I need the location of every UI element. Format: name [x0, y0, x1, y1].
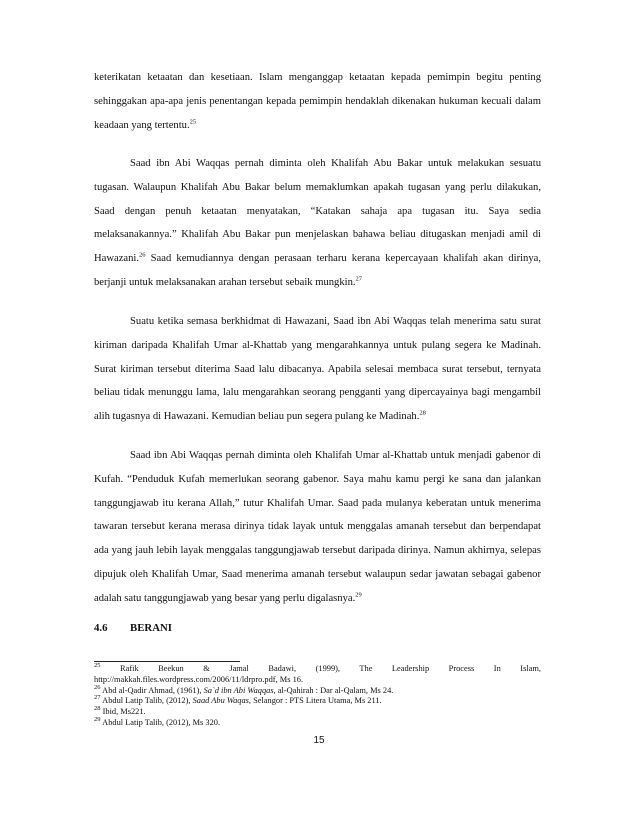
footnote-ref-26: 26 — [139, 251, 146, 259]
footnote-separator — [94, 661, 240, 662]
footnote-ref-25: 25 — [189, 118, 197, 126]
footnote-27 — [94, 696, 541, 707]
paragraph-1-text: keterikatan ketaatan dan kesetiaan. Islam menganggap ketaatan kepada pemimpin begitu penting sehinggakan apa-apa jenis penentangan kepada pemimpin hendaklah dikenakan hukuman kecuali dalam keadaan yang tertentu. — [94, 72, 541, 131]
footnote-ref-27: 27 — [355, 275, 363, 283]
footnote-26 — [94, 683, 541, 697]
paragraph-2 — [94, 152, 541, 295]
paragraph-2-text-a: Saad ibn Abi Waqqas pernah diminta oleh Khalifah Abu Bakar untuk melakukan sesuatu tugasan. Walaupun Khalifah Abu Bakar belum memaklumkan apakah tugasan yang perlu dilakukan, Saad dengan penuh ketaatan menyatakan, “Katakan sahaja apa tugasan itu. Saya sedia melaksanakannya.” Khalifah Abu Bakar pun menjelaskan bahawa beliau ditugaskan menjadi amil di Hawazani. — [94, 158, 541, 265]
footnote-28-text: Ibid, Ms221. — [102, 707, 146, 717]
footnote-ref-28: 28 — [419, 409, 426, 417]
section-heading — [94, 622, 172, 634]
footnote-25 — [94, 664, 541, 675]
footnote-number-25: 25 — [94, 662, 101, 670]
paragraph-3 — [94, 310, 541, 429]
section-number: 4.6 — [94, 622, 108, 634]
footnote-27-author: Abdul Latip Talib, (2012), — [102, 696, 193, 706]
footnote-27-title: Saad Abu Waqas — [192, 696, 249, 706]
footnote-ref-29: 29 — [355, 591, 362, 599]
paragraph-4-text: Saad ibn Abi Waqqas pernah diminta oleh Khalifah Umar al-Khattab untuk menjadi gabenor di Kufah. “Penduduk Kufah memerlukan seorang gabenor. Saya mahu kamu pergi ke sana dan jalankan tanggungjawab itu kerana Allah,” tutur Khalifah Umar. Saad pada mulanya keberatan untuk menerima tawaran tersebut kerana merasa dirinya tidak layak untuk menggalas amanah tersebut dan berpendapat ada yang jauh lebih layak menggalas tanggungjawab tersebut daripada dirinya. Namun akhirnya, selepas dipujuk oleh Khalifah Umar, Saad menerima amanah tersebut walaupun sedar jawatan sebagai gabenor adalah satu tanggungjawab yang besar yang perlu digalasnya. — [94, 450, 541, 604]
footnote-25-line1: Rafik Beekun & Jamal Badawi, (1999), The Leadership Process In Islam, — [120, 664, 541, 673]
footnote-29 — [94, 718, 541, 729]
footnote-29-text: Abdul Latip Talib, (2012), Ms 320. — [102, 717, 221, 727]
footnote-28 — [94, 707, 541, 718]
section-title: BERANI — [130, 622, 172, 634]
footnote-26-publisher: , al-Qahirah : Dar al-Qalam, Ms 24. — [273, 685, 394, 695]
footnote-26-author: Abd al-Qadir Ahmad, (1961), — [102, 685, 204, 695]
paragraph-4 — [94, 444, 541, 611]
footnote-number-29: 29 — [94, 716, 101, 724]
paragraph-1 — [94, 66, 541, 137]
footnote-25-url: http://makkah.files.wordpress.com/2006/11/ldrpro.pdf, Ms 16. — [94, 674, 304, 684]
footnote-26-title: Sa`d ibn Abi Waqqas — [203, 685, 274, 695]
footnotes — [94, 664, 541, 729]
paragraph-3-text: Suatu ketika semasa berkhidmat di Hawazani, Saad ibn Abi Waqqas telah menerima satu surat kiriman daripada Khalifah Umar al-Khattab yang mengarahkannya untuk pulang segera ke Madinah. Surat kiriman tersebut diterima Saad lalu dibacanya. Apabila selesai membaca surat tersebut, ternyata beliau tidak menunggu lama, lalu mengarahkan seorang pengganti yang dipercayainya bagi mengambil alih tugasnya di Hawazani. Kemudian beliau pun segera pulang ke Madinah. — [94, 316, 541, 423]
paragraph-2-text-b: Saad kemudiannya dengan perasaan terharu kerana kepercayaan khalifah akan dirinya, berjanji untuk melaksanakan arahan tersebut sebaik mungkin. — [94, 253, 541, 288]
footnote-number-26: 26 — [94, 683, 101, 691]
footnote-number-28: 28 — [94, 705, 101, 713]
footnote-number-27: 27 — [94, 694, 101, 702]
page-number: 15 — [313, 735, 325, 746]
footnote-27-publisher: , Selangor : PTS Litera Utama, Ms 211. — [248, 696, 382, 706]
